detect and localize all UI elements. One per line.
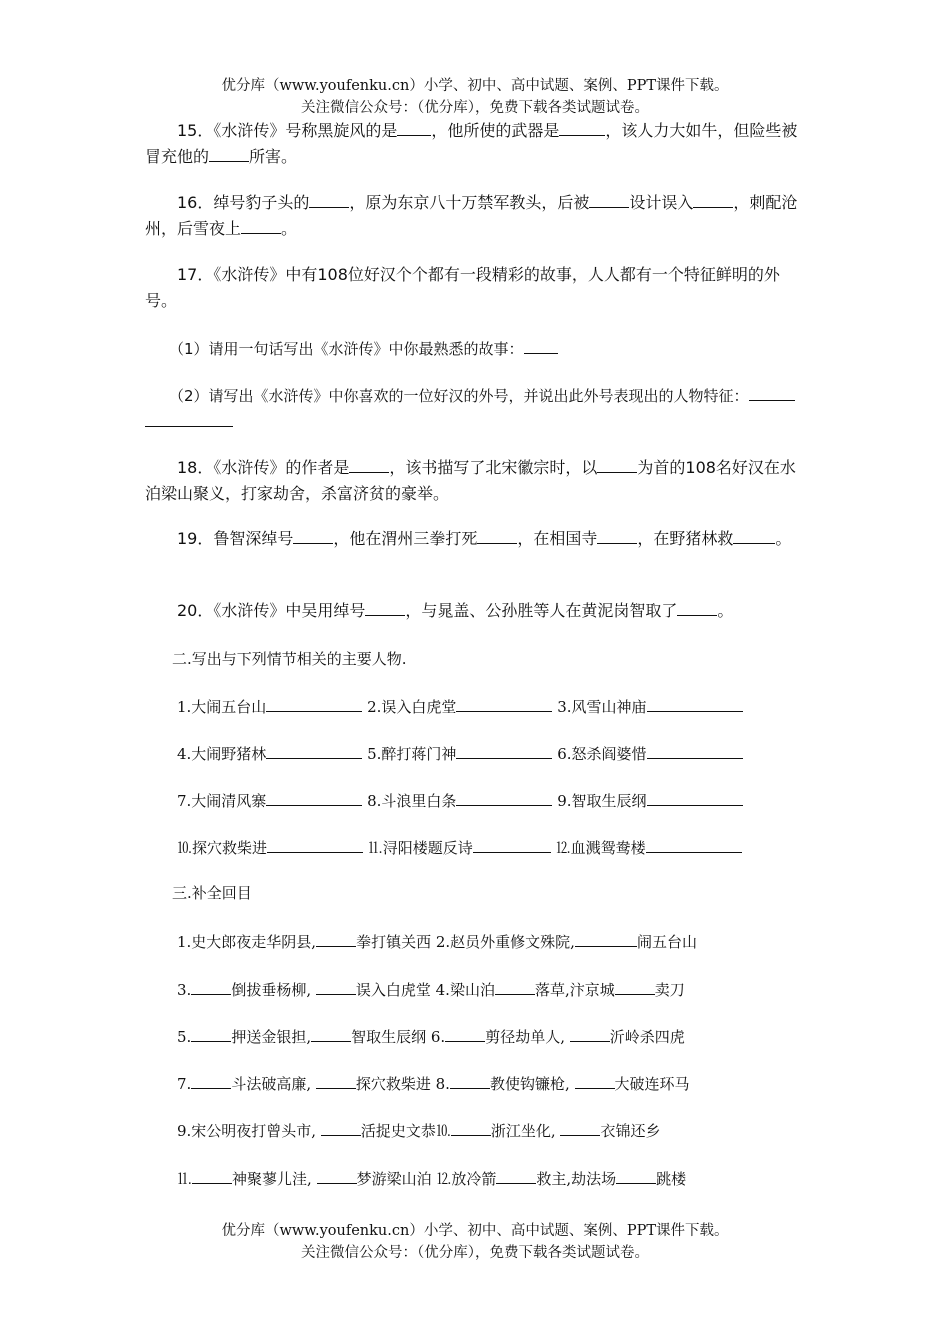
answer-blank[interactable] (266, 741, 362, 759)
answer-blank[interactable] (597, 455, 637, 473)
answer-blank[interactable] (677, 598, 717, 616)
section-3-row: ⒒ 神聚蓼儿洼, 梦游梁山泊 ⒓放冷箭 救主,劫法场 跳楼 (177, 1166, 686, 1190)
question-16: 16．绰号豹子头的 ，原为东京八十万禁军教头，后被 设计误入 ，刺配沧州，后雪夜上 。 (145, 190, 805, 242)
answer-blank[interactable] (450, 1071, 490, 1089)
answer-blank[interactable] (570, 1024, 610, 1042)
answer-blank[interactable] (560, 1118, 600, 1136)
question-19: 19．鲁智深绰号 ，他在渭州三拳打死 ，在相国寺 ，在野猪林救 。 (145, 526, 805, 552)
question-18: 18．《水浒传》的作者是 ，该书描写了北宋徽宗时，以 为首的108名好汉在水泊梁山聚义，打家劫舍，杀富济贫的豪举。 (145, 455, 805, 507)
answer-blank[interactable] (316, 1071, 356, 1089)
question-17-2: （2）请写出《水浒传》中你喜欢的一位好汉的外号，并说出此外号表现出的人物特征： (145, 383, 805, 435)
answer-blank[interactable] (575, 1071, 615, 1089)
answer-blank[interactable] (559, 118, 605, 136)
answer-blank[interactable] (241, 216, 281, 234)
section-3-row: 1.史大郎夜走华阴县, 拳打镇关西 2.赵员外重修文殊院, 闹五台山 (177, 929, 697, 953)
answer-blank[interactable] (646, 835, 742, 853)
section-3-row: 9.宋公明夜打曾头市, 活捉史文恭⒑ 浙江坐化, 衣锦还乡 (177, 1118, 660, 1142)
answer-blank[interactable] (524, 336, 558, 354)
answer-blank[interactable] (317, 1166, 357, 1184)
answer-blank[interactable] (365, 598, 405, 616)
answer-blank[interactable] (495, 977, 535, 995)
page-footer (0, 1220, 950, 1264)
section-2-title: 二.写出与下列情节相关的主要人物. (172, 650, 407, 668)
answer-blank[interactable] (349, 455, 389, 473)
answer-blank[interactable] (749, 383, 795, 401)
header-line-2: 关注微信公众号：（优分库），免费下载各类试题试卷。 (301, 100, 649, 116)
answer-blank[interactable] (191, 977, 231, 995)
question-20: 20．《水浒传》中吴用绰号 ，与晁盖、公孙胜等人在黄泥岗智取了 。 (145, 598, 805, 624)
section-2-row: 7.大闹清风寨 8.斗浪里白条 9.智取生辰纲 (177, 788, 743, 812)
answer-blank[interactable] (616, 1166, 656, 1184)
answer-blank[interactable] (615, 977, 655, 995)
section-2-row: ⒑探穴救柴进 ⒒浔阳楼题反诗 ⒓血溅鸳鸯楼 (177, 835, 742, 859)
answer-blank[interactable] (445, 1024, 485, 1042)
answer-blank[interactable] (316, 977, 356, 995)
answer-blank[interactable] (321, 1118, 361, 1136)
section-2-row: 1.大闹五台山 2.误入白虎堂 3.风雪山神庙 (177, 694, 743, 718)
answer-blank[interactable] (267, 835, 363, 853)
question-17-1: （1）请用一句话写出《水浒传》中你最熟悉的故事： (145, 336, 805, 362)
question-15: 15．《水浒传》号称黑旋风的是 ，他所使的武器是 ，该人力大如牛，但险些被冒充他的 所害。 (145, 118, 805, 170)
footer-line-1: 优分库（www.youfenku.cn）小学、初中、高中试题、案例、PPT课件下载。 (221, 1223, 729, 1239)
answer-blank[interactable] (309, 190, 349, 208)
answer-blank[interactable] (589, 190, 629, 208)
answer-blank[interactable] (266, 788, 362, 806)
answer-blank[interactable] (597, 526, 637, 544)
answer-blank[interactable] (456, 788, 552, 806)
header-line-1: 优分库（www.youfenku.cn）小学、初中、高中试题、案例、PPT课件下载。 (221, 78, 729, 94)
answer-blank[interactable] (191, 1024, 231, 1042)
section-3-row: 7. 斗法破高廉, 探穴救柴进 8. 教使钩镰枪, 大破连环马 (177, 1071, 690, 1095)
answer-blank[interactable] (473, 835, 551, 853)
section-3-row: 5. 押送金银担, 智取生辰纲 6. 剪径劫单人, 沂岭杀四虎 (177, 1024, 685, 1048)
answer-blank[interactable] (209, 144, 249, 162)
answer-blank[interactable] (311, 1024, 351, 1042)
answer-blank[interactable] (733, 526, 775, 544)
answer-blank[interactable] (477, 526, 517, 544)
answer-blank[interactable] (647, 741, 743, 759)
answer-blank[interactable] (647, 788, 743, 806)
answer-blank[interactable] (266, 694, 362, 712)
answer-blank[interactable] (293, 526, 333, 544)
answer-blank[interactable] (693, 190, 733, 208)
answer-blank[interactable] (647, 694, 743, 712)
answer-blank[interactable] (145, 409, 233, 427)
answer-blank[interactable] (456, 741, 552, 759)
answer-blank[interactable] (316, 929, 356, 947)
answer-blank[interactable] (191, 1071, 231, 1089)
answer-blank[interactable] (397, 118, 431, 136)
question-17: 17．《水浒传》中有108位好汉个个都有一段精彩的故事，人人都有一个特征鲜明的外号。 (145, 265, 780, 310)
section-3-title: 三.补全回目 (172, 884, 252, 902)
section-2-row: 4.大闹野猪林 5.醉打蒋门神 6.怒杀阎婆惜 (177, 741, 743, 765)
answer-blank[interactable] (456, 694, 552, 712)
page-header (0, 75, 950, 119)
answer-blank[interactable] (496, 1166, 536, 1184)
answer-blank[interactable] (451, 1118, 491, 1136)
answer-blank[interactable] (575, 929, 637, 947)
footer-line-2: 关注微信公众号：（优分库），免费下载各类试题试卷。 (301, 1245, 649, 1261)
section-3-row: 3. 倒拔垂杨柳, 误入白虎堂 4.梁山泊 落草,汴京城 卖刀 (177, 977, 685, 1001)
answer-blank[interactable] (192, 1166, 232, 1184)
